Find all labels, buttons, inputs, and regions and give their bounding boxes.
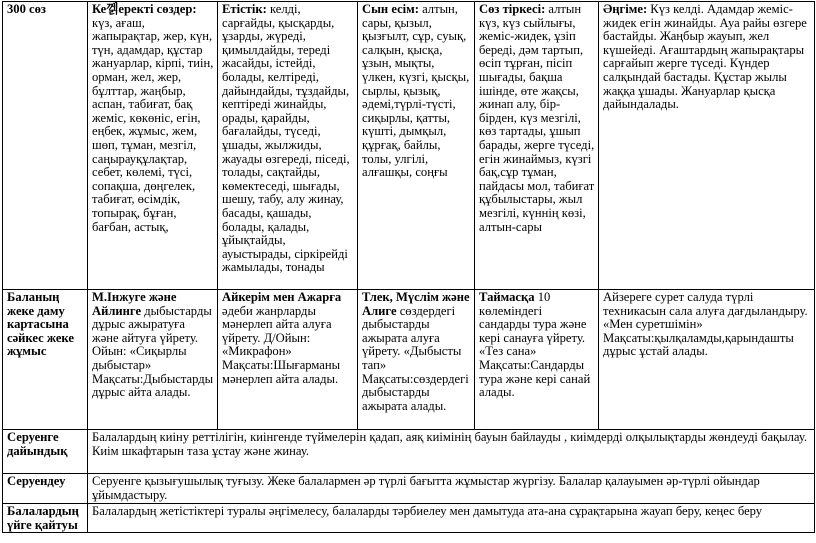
adjectives-cell — [358, 2, 475, 290]
phrases-title: Сөз тіркесі: — [479, 2, 546, 16]
walk-prep-row-label: Серуенге дайындық — [3, 430, 88, 474]
individual-work-title-4: Таймасқа — [479, 290, 535, 304]
individual-work-text-2: әдеби жанрларды мәнерлеп айта алуға үйрету. Д/Ойын: «Микрафон» Мақсаты:Шығарманы мәнерлеп айта алады. — [222, 303, 341, 386]
individual-work-text-1: дыбыстарды дұрыс ажыратуға және айтуға үйрету. Ойын: «Сиқырлы дыбыстар» Мақсаты:Дыбыстарды дұрыс айта алады. — [92, 303, 214, 400]
daily-plan-table — [2, 1, 815, 533]
walk-row — [3, 474, 815, 504]
individual-work-text-4: 10 көлеміндегі сандарды тура және кері санауға үйрету. «Тез сана» Мақсаты:Сандарды тура және кері санай алады. — [479, 290, 591, 400]
vocabulary-row-label: 300 сөз — [3, 2, 88, 290]
nouns-text: күз, ағаш, жапырақтар, жер, күн, түн, адамдар, құстар жануарлар, кірпі, тиін, орман, жел, жер, бұлттар, жаңбыр, аспан, табиғат, бақ жеміс, көкөніс, егін, еңбек, жұмыс, жем, шөп, тұман, мезгіл, саңырауқұлақтар, себет, көлемі, түсі, сопақша, дөңгелек, табиғат, өсімдік, топырақ, бұған, бағбан, астық, — [92, 15, 214, 234]
story-cell — [599, 2, 815, 290]
individual-work-title-2: Айкерім мен Ажарға — [222, 290, 342, 304]
walk-row-label: Серуендеу — [3, 474, 88, 504]
individual-work-title-3: Тлек, Мүслім және Алиге — [362, 290, 470, 318]
going-home-row — [3, 504, 815, 533]
going-home-text: Балалардың жетістіктері туралы әңгімелесу, балаларды тәрбиелеу мен дамытуда ата-ана сұрақтарына жауап беру, кеңес беру — [88, 504, 815, 533]
phrases-cell — [475, 2, 599, 290]
vocabulary-row — [3, 2, 815, 290]
walk-prep-text: Балалардың киіну реттілігін, киінгенде түймелерін қадап, аяқ киімінің бауын байлауды , киімдерді олқылықтарды жөндеуді бақылау. Киім шкафтарын таза ұстау және жинау. — [88, 430, 815, 474]
individual-work-cell-1 — [88, 290, 218, 430]
adjectives-title: Сын есім: — [362, 2, 419, 16]
nouns-cell — [88, 2, 218, 290]
story-title: Әңгіме: — [603, 2, 648, 16]
individual-work-cell-5 — [599, 290, 815, 430]
adjectives-text: алтын, сары, қызыл, қызғылт, сұр, суық, салқын, қысқа, ұзын, мықты, үлкен, күзгі, қысқы, сырлы, қызық, әдемі,түрлі-түсті, сиқырлы, қатты, күшті, дымқыл, құрғақ, байлы, толы, улгілі, алғашқы, соңғы — [362, 2, 470, 180]
individual-work-title-1: М.Інжуге және Айлинге — [92, 290, 177, 318]
individual-work-row-label: Баланың жеке даму картасына сәйкес жеке жұмыс — [3, 290, 88, 430]
individual-work-cell-2 — [218, 290, 358, 430]
verbs-text: келді, сарғайды, қысқарды, ұзарды, жүреді, қимылдайды, тереді жасайды, істейді, болады, келтіреді, дайындайды, тұздайды, кептіреді жинайды, орады, қарайды, бағалайды, түседі, ұшады, жылжиды, жауады өзгереді, піседі, толады, сақтайды, көмектеседі, шығады, шешу, табу, алу жинау, басады, қашады, болады, қалады, ұйықтайды, ауыстырады, сіркірейді жамылады, тонады — [222, 2, 350, 275]
individual-work-text-3: сөздердегі дыбыстарды ажырата алуға үйрету. «Дыбысты тап» Мақсаты:сөздердегі дыбыстарды ажырата алады. — [362, 303, 469, 413]
walk-prep-row — [3, 430, 815, 474]
walk-text: Серуенге қызығушылық туғызу. Жеке балалармен әр түрлі бағытта жұмыстар жүргізу. Балалар қалауымен әр-түрлі ойындар ұйымдастыру. — [88, 474, 815, 504]
story-text: Күз келді. Адамдар жеміс-жидек егін жинайды. Ауа райы өзгере бастайды. Жаңбыр жауып, жел күшейеді. Ағаштардың жапырақтары сарғайып жерге түседі. Күндер салқындай бастады. Құстар жылы жаққа ұшады. Жануарлар қысқа дайындалады. — [603, 2, 807, 112]
individual-work-row — [3, 290, 815, 430]
going-home-row-label: Балалардың үйге қайтуы — [3, 504, 88, 533]
phrases-text: алтын күз, күз сыйлығы, жеміс-жидек, ұзіп береді, дәм тартып, өсіп тұрған, пісіп шығады, бақша ішінде, өте жақсы, жинап алу, бір-бірден, күз мезгілі, көз тартады, ұшып барады, жерге түседі, егін жинаймыз, күзгі бақ,сұр тұман, пайдасы мол, табиғат құбылыстары, жыл мезгілі, күннің көзі, алтын-сары — [479, 2, 595, 234]
individual-work-cell-3 — [358, 290, 475, 430]
nouns-title: Ке껡еректі сөздер: — [92, 2, 197, 16]
individual-work-text-5: Айзереге сурет салуда түрлі техникасын сала алуға дағдыландыру. «Мен суретшімін» Мақсаты:қылқаламды,қарындашты дұрыс ұстай алады. — [603, 290, 808, 359]
individual-work-cell-4 — [475, 290, 599, 430]
verbs-cell — [218, 2, 358, 290]
verbs-title: Етістік: — [222, 2, 267, 16]
